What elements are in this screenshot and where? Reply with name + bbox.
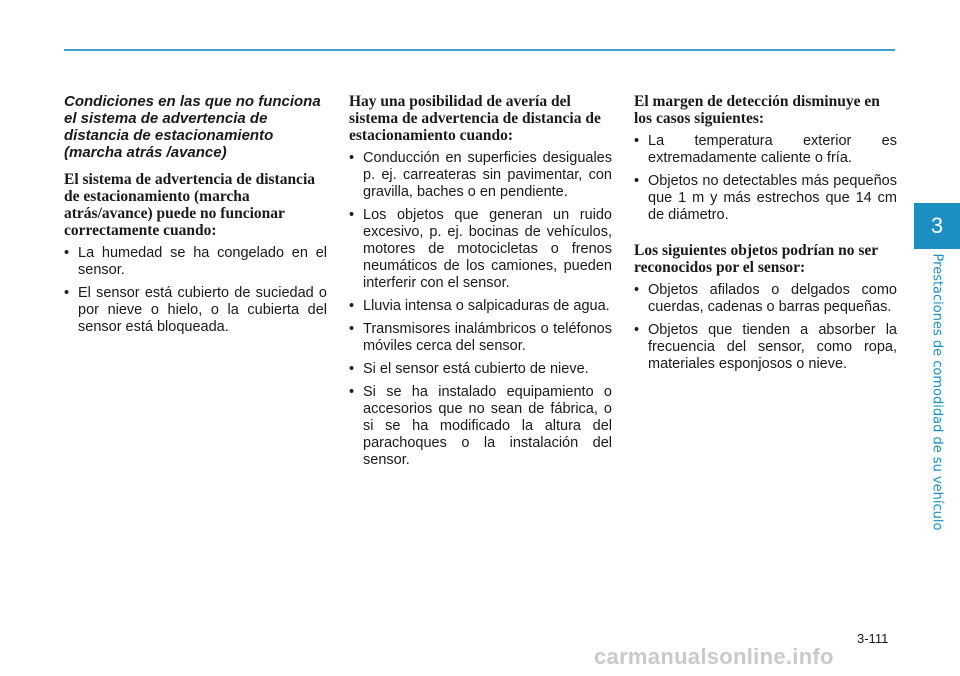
list-col3-b [634, 282, 897, 373]
column-1 [64, 93, 327, 354]
list-item: • Lluvia intensa o salpicaduras de agua. [349, 298, 610, 314]
subheading-detection-margin: El margen de detección disminuye en los casos siguientes: [634, 93, 880, 127]
bullet-icon: • [349, 207, 355, 223]
chapter-title-vertical: Prestaciones de comodidad de su vehículo [929, 253, 945, 531]
list-item: • Si se ha instalado equipamiento o accesorios que no sean de fábrica, o si se ha modificado la altura del parachoques o la instalación del sensor. [349, 384, 612, 468]
bullet-icon: • [349, 361, 355, 377]
list-item: • Conducción en superficies desiguales p. ej. carreateras sin pavimentar, con gravilla, baches o en pendiente. [349, 150, 612, 200]
list-item: • La humedad se ha congelado en el sensor. [64, 245, 327, 278]
subheading-unrecognized-objects: Los siguientes objetos podrían no ser reconocidos por el sensor: [634, 242, 878, 276]
bullet-icon: • [634, 282, 640, 298]
list-item: • Si el sensor está cubierto de nieve. [349, 361, 589, 377]
list-col1 [64, 245, 327, 336]
chapter-tab [914, 203, 960, 249]
list-item: • Objetos afilados o delgados como cuerdas, cadenas o barras pequeñas. [634, 282, 897, 315]
top-rule [64, 49, 895, 51]
list-item: • Objetos no detectables más pequeños que 1 m y más estrechos que 14 cm de diámetro. [634, 173, 897, 223]
bullet-icon: • [349, 298, 355, 314]
bullet-icon: • [349, 384, 355, 400]
page-number: 3-111 [857, 631, 889, 646]
chapter-number: 3 [930, 213, 944, 238]
list-item: • Los objetos que generan un ruido excesivo, p. ej. bocinas de vehículos, motores de motocicletas o frenos neumáticos de los camiones, pueden interferir con el sensor. [349, 207, 612, 291]
list-col2 [349, 150, 612, 469]
column-2 [349, 93, 612, 487]
section-heading-conditions: Condiciones en las que no funciona el sistema de advertencia de distancia de estacionamiento (marcha atrás /avance) [64, 93, 321, 161]
list-item: • La temperatura exterior es extremadamente caliente o fría. [634, 133, 897, 166]
bullet-icon: • [634, 173, 640, 189]
column-3 [634, 93, 897, 391]
bullet-icon: • [64, 245, 70, 261]
bullet-icon: • [349, 321, 355, 337]
list-item: • Transmisores inalámbricos o teléfonos móviles cerca del sensor. [349, 321, 612, 354]
list-item: • Objetos que tienden a absorber la frecuencia del sensor, como ropa, materiales esponjosos o nieve. [634, 322, 897, 372]
watermark: carmanualsonline.info [594, 644, 834, 669]
list-col3-a [634, 133, 897, 224]
bullet-icon: • [349, 150, 355, 166]
subheading-malfunction: Hay una posibilidad de avería del sistema de advertencia de distancia de estacionamiento cuando: [349, 93, 601, 144]
bullet-icon: • [64, 285, 70, 301]
subheading-may-not-work: El sistema de advertencia de distancia de estacionamiento (marcha atrás/avance) puede no funcionar correctamente cuando: [64, 171, 315, 239]
bullet-icon: • [634, 133, 640, 149]
list-item: • El sensor está cubierto de suciedad o por nieve o hielo, o la cubierta del sensor está bloqueada. [64, 285, 327, 335]
bullet-icon: • [634, 322, 640, 338]
